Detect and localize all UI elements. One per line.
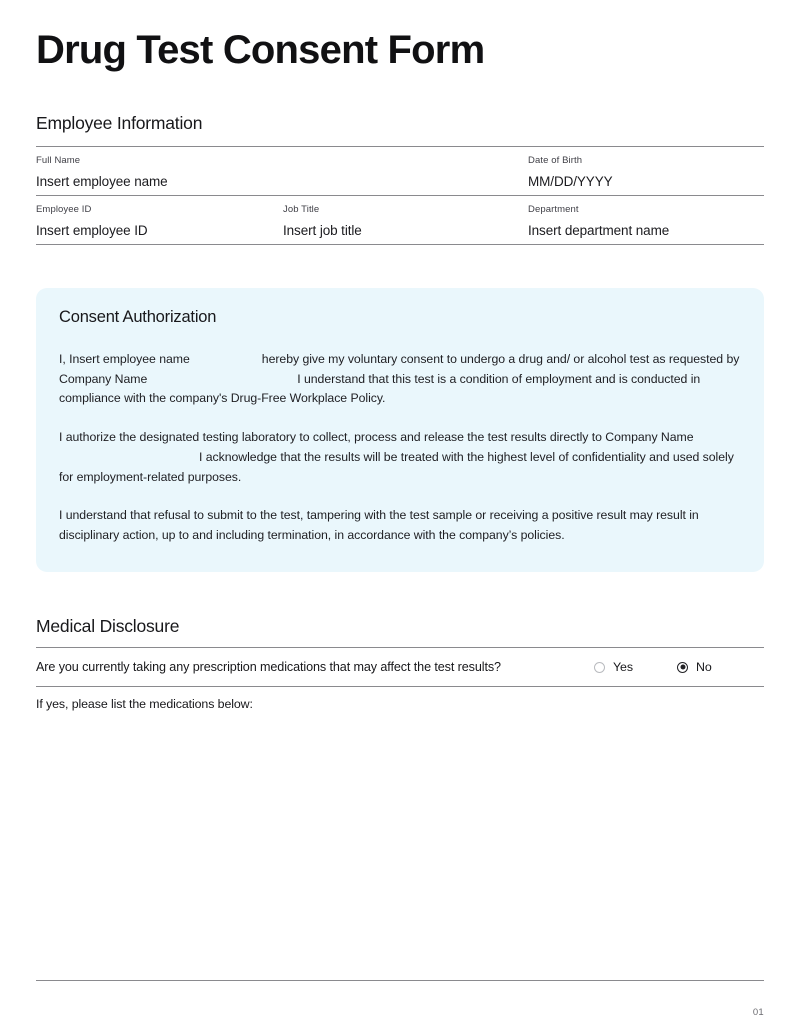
- medication-list-write-area[interactable]: [36, 720, 764, 978]
- field-date-of-birth[interactable]: [528, 147, 613, 188]
- radio-unchecked-icon[interactable]: [594, 662, 605, 673]
- consent-p2-part-1: I authorize the designated testing laboratory to collect, process and release the test results directly to: [59, 430, 602, 445]
- field-value: Insert employee ID: [36, 222, 148, 238]
- radio-option-yes[interactable]: [594, 660, 633, 674]
- field-full-name[interactable]: [36, 147, 168, 188]
- field-value: Insert employee name: [36, 173, 168, 189]
- radio-label-yes: Yes: [613, 660, 633, 674]
- consent-authorization-panel: [36, 288, 764, 572]
- consent-p1-placeholder-company-name[interactable]: Company Name: [59, 371, 148, 386]
- page-number: 01: [752, 1007, 764, 1018]
- radio-label-no: No: [696, 660, 712, 674]
- table-row: [36, 196, 764, 244]
- radio-option-no[interactable]: [677, 660, 712, 674]
- employee-information-table: [36, 146, 764, 245]
- consent-p2-placeholder-company-name[interactable]: Company Name: [605, 430, 694, 445]
- field-value: MM/DD/YYYY: [528, 173, 613, 189]
- consent-authorization-heading: Consent Authorization: [59, 308, 217, 326]
- medication-question-label: Are you currently taking any prescription medications that may affect the test results?: [36, 660, 501, 674]
- medication-list-label: If yes, please list the medications below:: [36, 697, 253, 711]
- field-value: Insert job title: [283, 222, 362, 238]
- consent-p2-part-2: I acknowledge that the results will be treated with the highest level of confidentiality and used solely for employment-related purposes.: [59, 449, 734, 484]
- medical-disclosure-heading: Medical Disclosure: [36, 616, 180, 636]
- page-title: Drug Test Consent Form: [36, 28, 485, 72]
- field-employee-id[interactable]: [36, 196, 148, 237]
- field-label: Employee ID: [36, 204, 92, 215]
- consent-p1-part-2: hereby give my voluntary consent to undergo a drug and/ or alcohol test as requested by: [261, 352, 740, 366]
- consent-paragraph-1: [59, 350, 749, 409]
- consent-p1-placeholder-employee-name[interactable]: Insert employee name: [69, 352, 190, 366]
- field-department[interactable]: [528, 196, 669, 237]
- medical-disclosure-block: [36, 647, 764, 687]
- consent-paragraph-2: [59, 428, 749, 487]
- footer-divider: [36, 980, 764, 981]
- consent-p1-part-3: I understand that this test is a condition of employment and is conducted in compliance with the company's Drug-Free Workplace Policy.: [59, 371, 701, 406]
- employee-information-heading: Employee Information: [36, 113, 203, 133]
- field-job-title[interactable]: [283, 196, 362, 237]
- table-rule-bottom: [36, 244, 764, 245]
- field-label: Date of Birth: [528, 155, 583, 166]
- consent-p1-part-1: I,: [59, 352, 66, 366]
- consent-paragraph-3: I understand that refusal to submit to the test, tampering with the test sample or receiving a positive result may result in disciplinary action, up to and including termination, in accordance with the company’s policies.: [59, 508, 699, 542]
- field-label: Department: [528, 204, 579, 215]
- consent-authorization-body: [59, 350, 749, 546]
- radio-checked-icon[interactable]: [677, 662, 688, 673]
- medical-rule-bottom: [36, 686, 764, 687]
- field-label: Job Title: [283, 204, 320, 215]
- field-label: Full Name: [36, 155, 81, 166]
- table-row: [36, 147, 764, 195]
- field-value: Insert department name: [528, 222, 670, 238]
- medication-question-row: [36, 648, 764, 686]
